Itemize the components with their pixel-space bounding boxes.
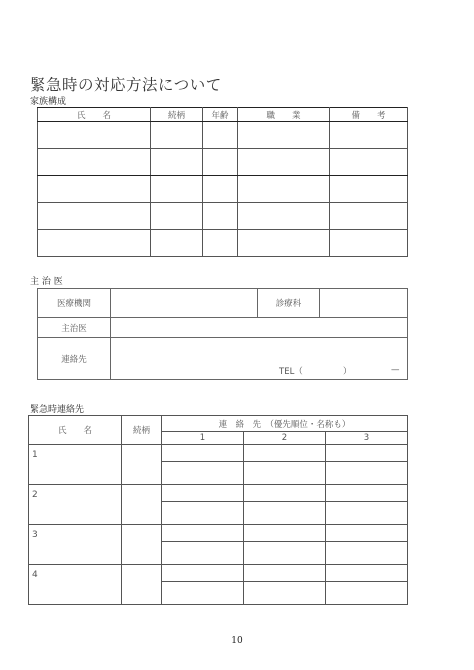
- doctor-table: [37, 288, 408, 380]
- table-row: [29, 485, 408, 502]
- contact-cell[interactable]: [162, 582, 244, 605]
- contact-cell[interactable]: [244, 485, 326, 502]
- table-row: [29, 565, 408, 582]
- emergency-section-heading: 緊急時連絡先: [30, 405, 85, 415]
- family-occupation-cell[interactable]: [238, 122, 330, 149]
- contact-cell[interactable]: [244, 502, 326, 525]
- family-relation-cell[interactable]: [151, 203, 203, 230]
- emergency-relation-cell[interactable]: [122, 485, 162, 525]
- priority-3-header: 3: [326, 432, 408, 445]
- emergency-col-contact: 連 絡 先 （優先順位・名称も）: [162, 416, 408, 432]
- family-notes-cell[interactable]: [330, 203, 408, 230]
- family-relation-cell[interactable]: [151, 230, 203, 257]
- family-header-row: [38, 108, 408, 122]
- family-col-occupation: 職 業: [238, 108, 330, 122]
- table-row: [38, 176, 408, 203]
- emergency-relation-cell[interactable]: [122, 565, 162, 605]
- family-col-notes: 備 考: [330, 108, 408, 122]
- family-section-heading: 家族構成: [30, 97, 67, 107]
- page-title: 緊急時の対応方法について: [30, 76, 222, 94]
- family-age-cell[interactable]: [203, 122, 238, 149]
- table-row: [38, 318, 408, 338]
- contact-cell[interactable]: [244, 542, 326, 565]
- contact-cell[interactable]: [162, 485, 244, 502]
- table-row: [29, 525, 408, 542]
- family-name-cell[interactable]: [38, 149, 151, 176]
- emergency-row-number: 4: [29, 565, 122, 605]
- family-relation-cell[interactable]: [151, 149, 203, 176]
- contact-cell[interactable]: [326, 525, 408, 542]
- emergency-relation-cell[interactable]: [122, 445, 162, 485]
- contact-cell[interactable]: [326, 542, 408, 565]
- contact-cell[interactable]: [244, 565, 326, 582]
- contact-label: 連絡先: [38, 338, 111, 380]
- doctor-field[interactable]: [111, 318, 408, 338]
- family-notes-cell[interactable]: [330, 149, 408, 176]
- contact-cell[interactable]: [326, 485, 408, 502]
- contact-cell[interactable]: [326, 582, 408, 605]
- page-number: 10: [231, 636, 243, 646]
- contact-cell[interactable]: [326, 445, 408, 462]
- contact-cell[interactable]: [244, 582, 326, 605]
- table-row: [38, 338, 408, 380]
- family-name-cell[interactable]: [38, 230, 151, 257]
- doctor-section-heading: 主 治 医: [30, 277, 63, 287]
- contact-cell[interactable]: [326, 502, 408, 525]
- contact-field[interactable]: [111, 338, 408, 380]
- table-row: [38, 289, 408, 318]
- priority-1-header: 1: [162, 432, 244, 445]
- family-age-cell[interactable]: [203, 203, 238, 230]
- contact-cell[interactable]: [162, 445, 244, 462]
- institution-label: 医療機関: [38, 289, 111, 318]
- table-row: [38, 149, 408, 176]
- family-col-relation: 続柄: [151, 108, 203, 122]
- contact-cell[interactable]: [244, 525, 326, 542]
- family-col-age: 年齢: [203, 108, 238, 122]
- tel-label: TEL（: [279, 367, 303, 377]
- institution-field[interactable]: [111, 289, 258, 318]
- doctor-label: 主治医: [38, 318, 111, 338]
- contact-cell[interactable]: [162, 462, 244, 485]
- family-notes-cell[interactable]: [330, 230, 408, 257]
- family-table: [37, 107, 408, 257]
- priority-2-header: 2: [244, 432, 326, 445]
- tel-dash: —: [391, 365, 400, 375]
- emergency-row-number: 3: [29, 525, 122, 565]
- contact-cell[interactable]: [162, 502, 244, 525]
- table-row: [38, 230, 408, 257]
- contact-cell[interactable]: [162, 525, 244, 542]
- table-row: [29, 416, 408, 432]
- table-row: [29, 445, 408, 462]
- family-age-cell[interactable]: [203, 176, 238, 203]
- table-row: [38, 122, 408, 149]
- family-col-name: 氏 名: [38, 108, 151, 122]
- contact-cell[interactable]: [326, 565, 408, 582]
- family-occupation-cell[interactable]: [238, 176, 330, 203]
- contact-cell[interactable]: [326, 462, 408, 485]
- emergency-col-relation: 続柄: [122, 416, 162, 445]
- family-name-cell[interactable]: [38, 203, 151, 230]
- family-occupation-cell[interactable]: [238, 230, 330, 257]
- family-age-cell[interactable]: [203, 230, 238, 257]
- table-row: [38, 203, 408, 230]
- emergency-table: [28, 415, 408, 605]
- family-name-cell[interactable]: [38, 122, 151, 149]
- family-occupation-cell[interactable]: [238, 203, 330, 230]
- tel-close-paren: ）: [343, 367, 352, 377]
- department-field[interactable]: [320, 289, 408, 318]
- family-occupation-cell[interactable]: [238, 149, 330, 176]
- family-notes-cell[interactable]: [330, 122, 408, 149]
- family-relation-cell[interactable]: [151, 176, 203, 203]
- emergency-row-number: 1: [29, 445, 122, 485]
- emergency-row-number: 2: [29, 485, 122, 525]
- contact-cell[interactable]: [162, 565, 244, 582]
- emergency-col-name: 氏 名: [29, 416, 122, 445]
- department-label: 診療科: [258, 289, 320, 318]
- emergency-relation-cell[interactable]: [122, 525, 162, 565]
- family-relation-cell[interactable]: [151, 122, 203, 149]
- family-notes-cell[interactable]: [330, 176, 408, 203]
- family-name-cell[interactable]: [38, 176, 151, 203]
- contact-cell[interactable]: [162, 542, 244, 565]
- family-age-cell[interactable]: [203, 149, 238, 176]
- contact-cell[interactable]: [244, 462, 326, 485]
- contact-cell[interactable]: [244, 445, 326, 462]
